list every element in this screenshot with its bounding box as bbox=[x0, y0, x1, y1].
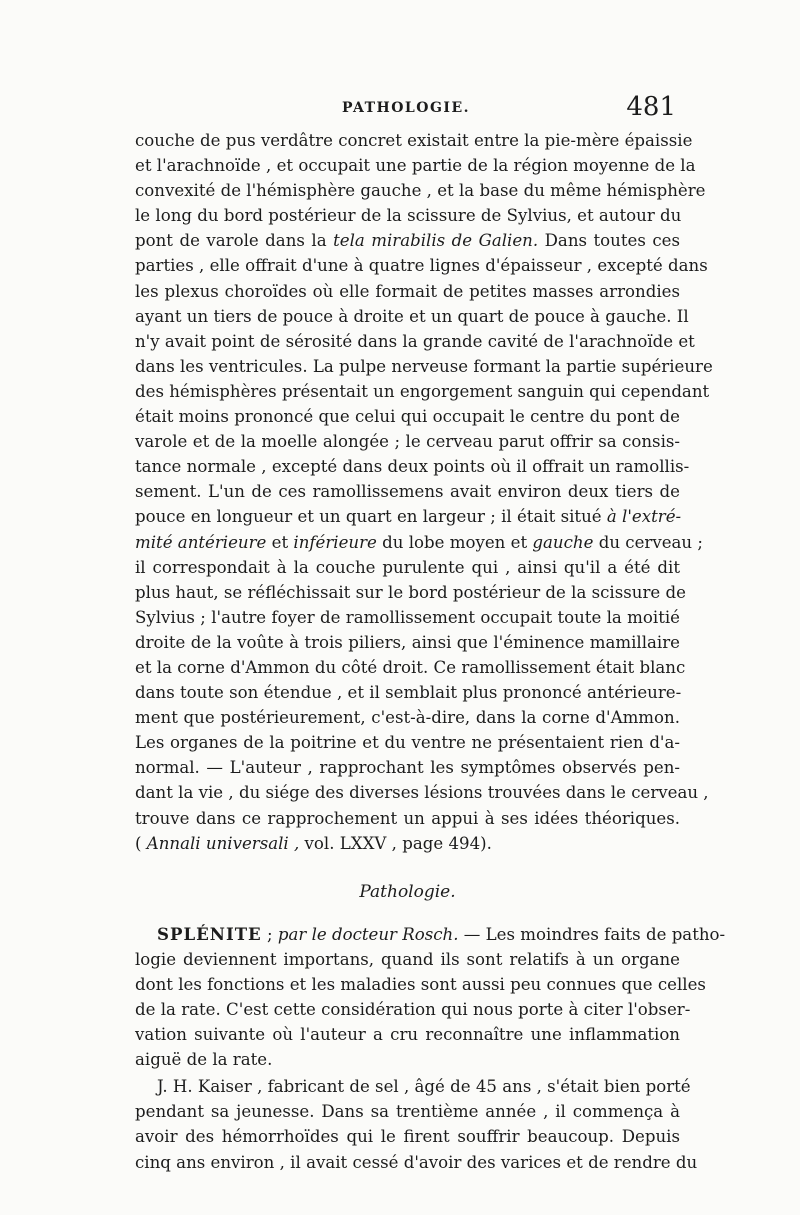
text-line: les plexus choroïdes où elle formait de petites masses arrondies bbox=[135, 281, 680, 301]
text-line: J. H. Kaiser , fabricant de sel , âgé de 45 ans , s'était bien porté bbox=[157, 1077, 691, 1097]
text-line: dans les ventricules. La pulpe nerveuse formant la partie supérieure bbox=[135, 356, 713, 376]
text-line: trouve dans ce rapprochement un appui à ses idées théoriques. bbox=[135, 808, 680, 828]
text-line: il correspondait à la couche purulente qui , ainsi qu'il a été dit bbox=[135, 557, 680, 577]
text-line: convexité de l'hémisphère gauche , et la base du même hémisphère bbox=[135, 181, 706, 201]
text-line: dant la vie , du siége des diverses lésions trouvées dans le cerveau , bbox=[135, 783, 709, 803]
text-line: vation suivante où l'auteur a cru reconnaître une inflammation bbox=[135, 1025, 680, 1045]
running-title: PATHOLOGIE. bbox=[341, 100, 471, 116]
text-line: ayant un tiers de pouce à droite et un quart de pouce à gauche. Il bbox=[135, 306, 689, 326]
text-line: dont les fonctions et les maladies sont aussi peu connues que celles bbox=[135, 974, 706, 994]
paragraph-3 bbox=[135, 1074, 698, 1174]
page-number: 481 bbox=[626, 92, 676, 122]
text-line: ment que postérieurement, c'est-à-dire, dans la corne d'Ammon. bbox=[135, 708, 680, 728]
text-line: dans toute son étendue , et il semblait plus prononcé antérieure- bbox=[135, 683, 682, 703]
text-line: ( Annali universali , vol. LXXV , page 494). bbox=[135, 833, 492, 853]
paragraph-1 bbox=[135, 128, 713, 856]
text-line: pont de varole dans la tela mirabilis de Galien. Dans toutes ces bbox=[135, 231, 680, 251]
text-line: parties , elle offrait d'une à quatre lignes d'épaisseur , excepté dans bbox=[135, 256, 708, 276]
text-line: droite de la voûte à trois piliers, ainsi que l'éminence mamillaire bbox=[135, 632, 680, 652]
paragraph-2 bbox=[135, 922, 726, 1073]
text-line: et l'arachnoïde , et occupait une partie de la région moyenne de la bbox=[135, 156, 696, 176]
text-line: était moins prononcé que celui qui occupait le centre du pont de bbox=[135, 407, 680, 427]
text-line: pendant sa jeunesse. Dans sa trentième année , il commença à bbox=[135, 1102, 680, 1122]
text-line: varole et de la moelle alongée ; le cerveau parut offrir sa consis- bbox=[135, 432, 680, 452]
running-head bbox=[136, 92, 676, 126]
text-line: pouce en longueur et un quart en largeur ; il était situé à l'extré- bbox=[135, 507, 682, 527]
text-line: sement. L'un de ces ramollissemens avait environ deux tiers de bbox=[135, 482, 680, 502]
text-line: le long du bord postérieur de la scissure de Sylvius, et autour du bbox=[135, 206, 682, 226]
body-text bbox=[135, 128, 726, 1175]
text-line: SPLÉNITE ; par le docteur Rosch. — Les moindres faits de patho- bbox=[157, 923, 726, 944]
text-line: et la corne d'Ammon du côté droit. Ce ramollissement était blanc bbox=[135, 657, 686, 677]
text-line: couche de pus verdâtre concret existait entre la pie-mère épaissie bbox=[135, 131, 693, 150]
text-line: avoir des hémorrhoïdes qui le firent souffrir beaucoup. Depuis bbox=[135, 1127, 680, 1147]
text-line: de la rate. C'est cette considération qui nous porte à citer l'obser- bbox=[135, 1000, 691, 1019]
section-heading: Pathologie. bbox=[359, 881, 456, 902]
text-line: des hémisphères présentait un engorgement sanguin qui cependant bbox=[135, 381, 710, 401]
text-line: Sylvius ; l'autre foyer de ramollissement occupait toute la moitié bbox=[135, 607, 680, 627]
text-line: aiguë de la rate. bbox=[135, 1050, 273, 1070]
text-line: Les organes de la poitrine et du ventre ne présentaient rien d'a- bbox=[135, 733, 680, 753]
text-line: normal. — L'auteur , rapprochant les symptômes observés pen- bbox=[135, 758, 680, 778]
text-line: tance normale , excepté dans deux points où il offrait un ramollis- bbox=[135, 457, 690, 477]
text-line: logie deviennent importans, quand ils sont relatifs à un organe bbox=[135, 949, 680, 969]
text-line: mité antérieure et inférieure du lobe moyen et gauche du cerveau ; bbox=[135, 532, 703, 552]
text-line: n'y avait point de sérosité dans la grande cavité de l'arachnoïde et bbox=[135, 331, 695, 351]
text-line: cinq ans environ , il avait cessé d'avoir des varices et de rendre du bbox=[135, 1152, 698, 1172]
text-line: plus haut, se réfléchissait sur le bord postérieur de la scissure de bbox=[135, 582, 686, 602]
